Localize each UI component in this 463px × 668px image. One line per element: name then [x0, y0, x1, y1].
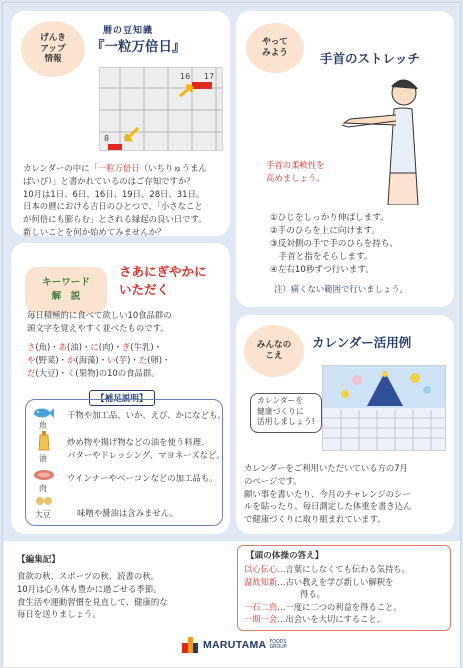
initial: あ — [58, 342, 68, 352]
answer-meaning: …古い教えを学び新しい解釈を — [277, 576, 394, 587]
bubble-line: 活用しましょう! — [257, 417, 315, 427]
group-text: (肉)・ — [98, 342, 123, 352]
calendar-number: 8 — [104, 134, 110, 143]
intro-line: 毎日積極的に食べて欲しい10食品群の — [27, 310, 172, 320]
answer-item — [244, 576, 410, 589]
stretch-card — [236, 11, 454, 307]
answer-item — [244, 613, 410, 626]
oil-bottle-icon — [37, 431, 51, 451]
calendar-use-badge — [244, 325, 304, 377]
food-groups — [27, 341, 170, 379]
initial: に — [90, 342, 99, 352]
group-text: (魚)・ — [35, 342, 59, 352]
body-line: が何倍にも膨らむ」とされる縁起の良い日です。 — [23, 214, 207, 225]
initial: や — [27, 354, 36, 365]
item-text: ウインナーやベーコンなどの加工品も。 — [67, 473, 218, 483]
initial: か — [67, 354, 76, 365]
answer-item — [244, 601, 410, 614]
red-sticker — [108, 144, 122, 150]
initial: さ — [27, 342, 36, 352]
calendar-number: 16 — [180, 72, 191, 81]
item-text — [67, 436, 225, 462]
body-line: ルを貼ったり、毎日測定した体重を書き込ん — [244, 501, 412, 512]
stretch-steps — [270, 212, 398, 277]
step-line: 手首と指をそらします。 — [270, 252, 373, 263]
initial: く — [67, 367, 76, 378]
answer-continuation: 得る。 — [300, 589, 325, 600]
editor-line: 食生活や運動習慣を見直して、健康的な — [17, 596, 168, 607]
soybean-icon — [35, 495, 53, 507]
newsletter-page — [2, 2, 461, 666]
body-line: カレンダーをご利用いただいている方の7月 — [244, 463, 408, 473]
fish-icon — [33, 407, 55, 419]
item-text-line: バターやドレッシング、マヨネーズなど。 — [67, 449, 225, 460]
calendar-photo-illustration — [323, 366, 446, 451]
highlight-term: 一粒万倍日 — [97, 163, 140, 173]
item-label: 大豆 — [35, 510, 51, 519]
badge-line: こえ — [265, 351, 283, 361]
editor-line: 10月は心も体も豊かに過ごせる季節。 — [17, 583, 162, 594]
supplement-title: 【補足説明】 — [89, 390, 155, 406]
genki-card — [11, 11, 230, 236]
body-line — [23, 162, 227, 175]
keyword-intro — [27, 309, 172, 335]
calendar-use-body — [244, 462, 412, 526]
intro-line: 頭文字を覚えやすく並べたものです。 — [27, 322, 169, 333]
calendar-use-photo — [322, 365, 446, 451]
answer-meaning: …出会いを大切にすること。 — [277, 614, 386, 625]
brand-sub — [269, 640, 286, 651]
arrow-icon — [178, 82, 198, 98]
initial: だ — [27, 367, 36, 378]
title-line: いただく — [119, 282, 170, 298]
item-label: 魚 — [39, 421, 47, 430]
calendar-photo — [99, 67, 223, 151]
genki-badge — [21, 21, 85, 77]
marutama-logo-icon — [181, 636, 199, 654]
answer-meaning: …言葉にしなくても伝わる気持ち。 — [277, 564, 410, 574]
body-line: のページです。 — [244, 475, 302, 486]
body-line: 10月は1日、6日、16日、19日、28日、31日。 — [23, 188, 205, 199]
footer-logo — [181, 636, 287, 654]
editor-line: 毎日を送りましょう。 — [17, 609, 101, 620]
badge-line: 解 説 — [51, 291, 81, 302]
group-text: (海藻)・ — [75, 354, 108, 365]
bottom-band — [3, 541, 460, 667]
note-line: 高めましょう。 — [266, 172, 325, 183]
step-line: ④左右10秒ずつ行います。 — [270, 265, 374, 276]
answer-term: 以心伝心 — [244, 564, 278, 574]
answer-term: 温故知新 — [244, 576, 278, 587]
brand-name: MARUTAMA — [203, 639, 267, 651]
initial: い — [107, 354, 116, 365]
food-group-line — [27, 367, 170, 380]
item-text-line: 炒め物や揚げ物などの油を使う料理、 — [67, 437, 210, 447]
genki-body — [23, 162, 227, 239]
brand-sub-line: GROUP — [269, 645, 287, 650]
keyword-card — [11, 243, 230, 534]
meat-icon — [33, 469, 55, 481]
step-line: ③反対側の手で手のひらを持ち、 — [270, 239, 399, 250]
answers-box — [237, 545, 451, 631]
bubble-line: 健康づくりに — [257, 406, 304, 416]
group-text: (芋)・ — [115, 354, 139, 365]
title-line: さあにぎやかに — [119, 264, 207, 279]
genki-subtitle: 暦の豆知識 — [103, 26, 154, 36]
keyword-title — [119, 263, 207, 299]
group-text: (油)・ — [67, 342, 91, 352]
initial: た — [138, 354, 148, 365]
item-label: 肉 — [39, 484, 47, 493]
answer-meaning: …一度に二つの利益を得ること。 — [277, 601, 402, 612]
answers-title: 【頭の体操の答え】 — [246, 551, 324, 561]
brand-sub-line: FOODS — [269, 639, 287, 645]
editor-title: 【編集記】 — [17, 555, 60, 565]
badge-line: みよう — [262, 48, 288, 58]
body-line: 願い事を書いたり、今月のチャレンジのシー — [244, 488, 411, 499]
stretch-note — [266, 159, 325, 185]
bubble-line: カレンダーを — [257, 396, 304, 405]
food-group-line — [27, 354, 170, 367]
step-line: ①ひじをしっかり伸ばします。 — [270, 213, 389, 223]
group-text: (野菜)・ — [35, 354, 68, 365]
note-line: 手首の柔軟性を — [266, 160, 325, 170]
step-line: ②手のひらを上に向けます。 — [270, 226, 381, 237]
answer-term: 一石二鳥 — [244, 601, 278, 612]
badge-line: げんき — [40, 32, 66, 43]
speech-bubble — [250, 393, 322, 433]
stretch-caution: 注）痛くない範囲で行いましょう。 — [274, 284, 408, 294]
body-line: 新しいことを何か始めてみませんか？ — [23, 226, 166, 237]
group-text: (果物)の10の食品群。 — [75, 367, 160, 378]
badge-line: みんなの — [256, 340, 292, 351]
calendar-number: 17 — [204, 72, 215, 81]
calendar-number: 9 — [124, 134, 130, 143]
badge-line: やって — [262, 37, 288, 48]
item-label: 油 — [39, 454, 47, 463]
keyword-badge — [25, 267, 107, 313]
group-text: (卵)・ — [147, 354, 171, 365]
stretch-title: 手首のストレッチ — [320, 51, 420, 66]
body-line: で健康づくりに取り組まれています。 — [244, 514, 386, 525]
editor-body — [17, 570, 168, 621]
initial: ぎ — [122, 342, 131, 352]
body-text: （いちりゅうまん — [139, 163, 207, 173]
badge-line: 情報 — [44, 54, 62, 65]
group-text: (牛乳)・ — [130, 342, 163, 352]
calendar-use-card — [236, 315, 454, 534]
badge-line: キーワード — [42, 276, 90, 288]
body-text: カレンダーの中に「 — [23, 163, 98, 173]
group-text: (大豆)・ — [35, 367, 68, 378]
stretch-woman-illustration — [296, 77, 446, 205]
answer-list — [244, 563, 410, 626]
answer-item — [244, 563, 410, 576]
stretch-badge — [246, 23, 304, 73]
genki-title: 『一粒万倍日』 — [91, 39, 186, 55]
answer-term: 一期一会 — [244, 614, 278, 625]
item-text: 味噌や醤油は含みません。 — [77, 508, 179, 518]
calendar-use-title: カレンダー活用例 — [312, 335, 412, 350]
food-group-line — [27, 341, 170, 354]
item-text: 干物や加工品、いか、えび、かになども。 — [67, 410, 226, 420]
body-line: ばいび）」と書かれているのはご存知ですか？ — [23, 175, 195, 186]
badge-line: アップ — [40, 43, 66, 54]
body-line: 日本の暦における吉日のひとつで、「小さなこと — [23, 201, 203, 212]
editor-line: 食欲の秋、スポーツの秋、読書の秋。 — [17, 571, 160, 581]
arrow-icon — [122, 126, 142, 144]
